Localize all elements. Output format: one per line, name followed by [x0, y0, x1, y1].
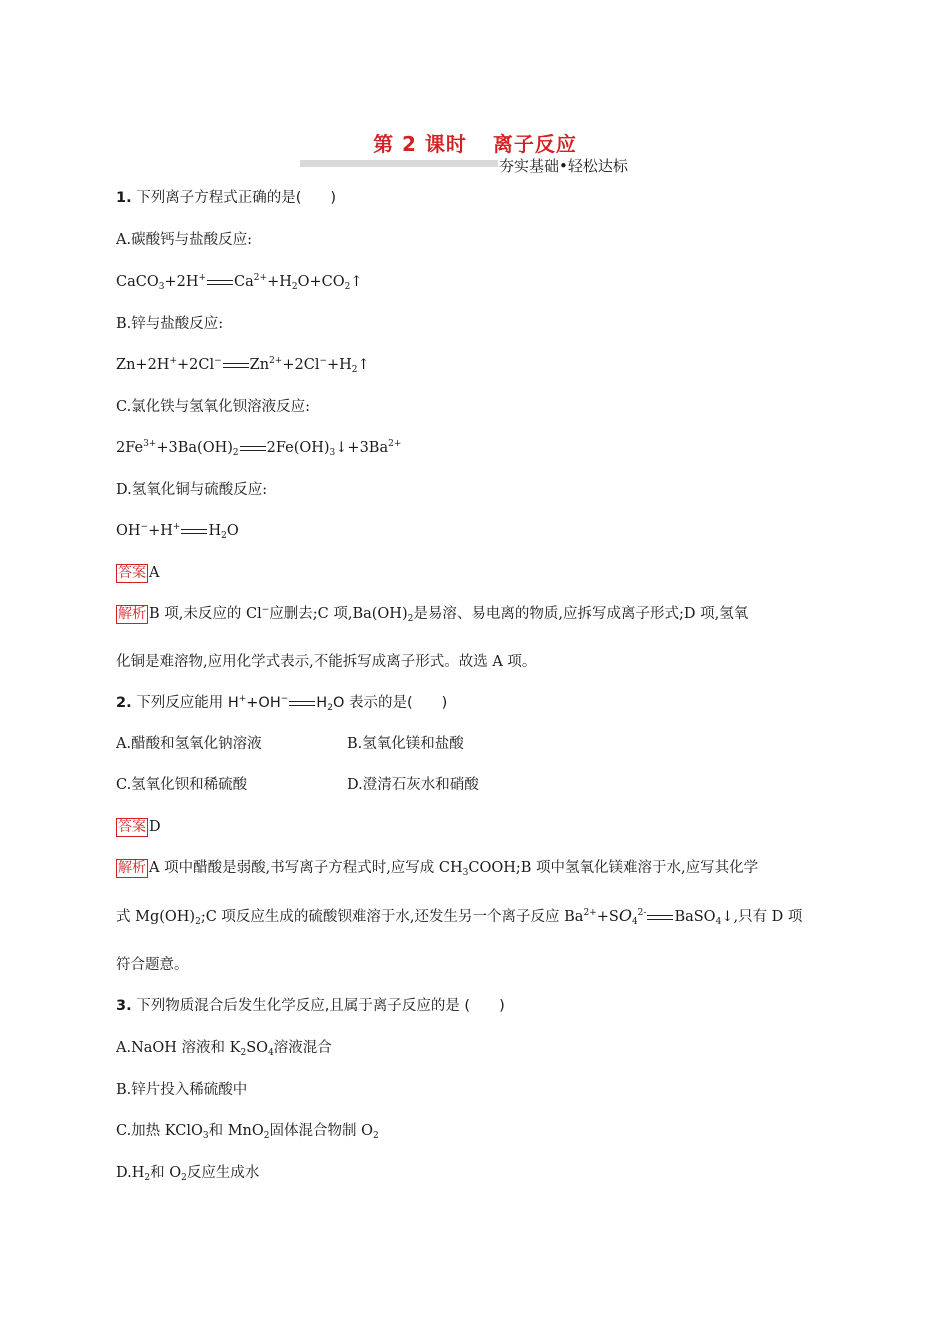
- question-text: 下列离子方程式正确的是( ): [136, 190, 337, 206]
- title-lesson: 第 2 课时: [373, 132, 467, 156]
- question-number: 3.: [116, 998, 132, 1014]
- q3-option-d: $D.H_2$和 $O_2$反应生成水: [116, 1165, 260, 1183]
- q3-option-b: B.锌片投入稀硫酸中: [116, 1082, 248, 1098]
- q1-answer: [116, 563, 159, 583]
- question-text: 下列物质混合后发生化学反应,且属于离子反应的是 ( ): [136, 998, 505, 1014]
- q2-option-d: D.澄清石灰水和硝酸: [347, 777, 479, 793]
- q3-option-c: C.加热 KClO$_3$和 MnO$_2$固体混合物制 $O_2$: [116, 1123, 379, 1141]
- q1-equation-b: Zn+2H++2Cl− $Zn^{2+}+2Cl^-+H_2↑$: [116, 356, 370, 375]
- q1-equation-a: CaCO$_3$+2H+ $Ca^{2+}+H_2O+CO_2↑$: [116, 273, 363, 292]
- q1-equation-d: OH−+H+ $H_2O$: [116, 522, 239, 541]
- title-topic: 离子反应: [492, 132, 577, 156]
- question-number: 1.: [116, 190, 132, 206]
- question-1-stem: [116, 188, 336, 208]
- q1-option-d: D.氢氧化铜与硫酸反应:: [116, 482, 268, 498]
- answer-value: A: [149, 565, 160, 581]
- answer-value: D: [149, 819, 161, 835]
- q2-answer: [116, 817, 161, 837]
- q2-option-b: B.氢氧化镁和盐酸: [347, 736, 464, 752]
- equals-sign: [240, 446, 266, 451]
- q1-option-b: B.锌与盐酸反应:: [116, 316, 224, 332]
- page-title: [0, 128, 950, 157]
- equals-sign: [647, 915, 673, 920]
- q2-options-row-2: [116, 775, 479, 795]
- analysis-tag: 解析: [118, 860, 146, 876]
- question-number: 2.: [116, 695, 132, 711]
- equals-sign: [207, 280, 233, 285]
- q2-options-row-1: [116, 734, 464, 754]
- equals-sign: [223, 363, 249, 368]
- question-2-stem: 2. 下列反应能用 H++OH− $H_2O$ 表示的是( ): [116, 694, 448, 713]
- q1-equation-c: $2Fe^{3+}+3Ba(OH)_2$ $2Fe(OH)_3↓+3Ba^{2+}$: [116, 439, 402, 458]
- q3-option-a: A.NaOH 溶液和 $K_2SO_4$溶液混合: [116, 1040, 332, 1058]
- q1-option-a: A.碳酸钙与盐酸反应:: [116, 232, 252, 248]
- q1-analysis-line-1: 解析 B 项,未反应的 Cl−应删去;C 项$,Ba(OH)_2$是易溶、易电离的物质,应拆写成离子形式;D 项,氢氧: [118, 605, 749, 624]
- q1-analysis-line-2: 化铜是难溶物,应用化学式表示,不能拆写成离子形式。故选 A 项。: [116, 654, 537, 670]
- equals-sign: [181, 529, 207, 534]
- answer-tag: 答案: [118, 819, 146, 835]
- q2-analysis-line-1: 解析 A 项中醋酸是弱酸,书写离子方程式时,应写成 $CH_3COOH;B$ 项中氢氧化镁难溶于水,应写其化学: [118, 860, 759, 878]
- equals-sign: [289, 701, 315, 706]
- analysis-tag: 解析: [118, 606, 146, 622]
- q2-analysis-line-2: 式 $Mg(OH)_2;C$ 项反应生成的硫酸钡难溶于水,还发生另一个离子反应 $Ba^{2+}+SO_4^{2-}$ BaSO$_4$↓,只有 D 项: [116, 906, 803, 927]
- section-divider-bar: [300, 160, 498, 167]
- q2-option-c: C.氢氧化钡和稀硫酸: [116, 777, 248, 793]
- sulfate-ion-formula: $O_4^{2-}$: [618, 906, 647, 927]
- q2-analysis-line-3: 符合题意。: [116, 957, 189, 973]
- q2-option-a: A.醋酸和氢氧化钠溶液: [116, 736, 262, 752]
- question-3-stem: [116, 996, 505, 1016]
- section-label: 夯实基础•轻松达标: [499, 157, 628, 175]
- q1-option-c: C.氯化铁与氢氧化钡溶液反应:: [116, 399, 311, 415]
- answer-tag: 答案: [118, 565, 146, 581]
